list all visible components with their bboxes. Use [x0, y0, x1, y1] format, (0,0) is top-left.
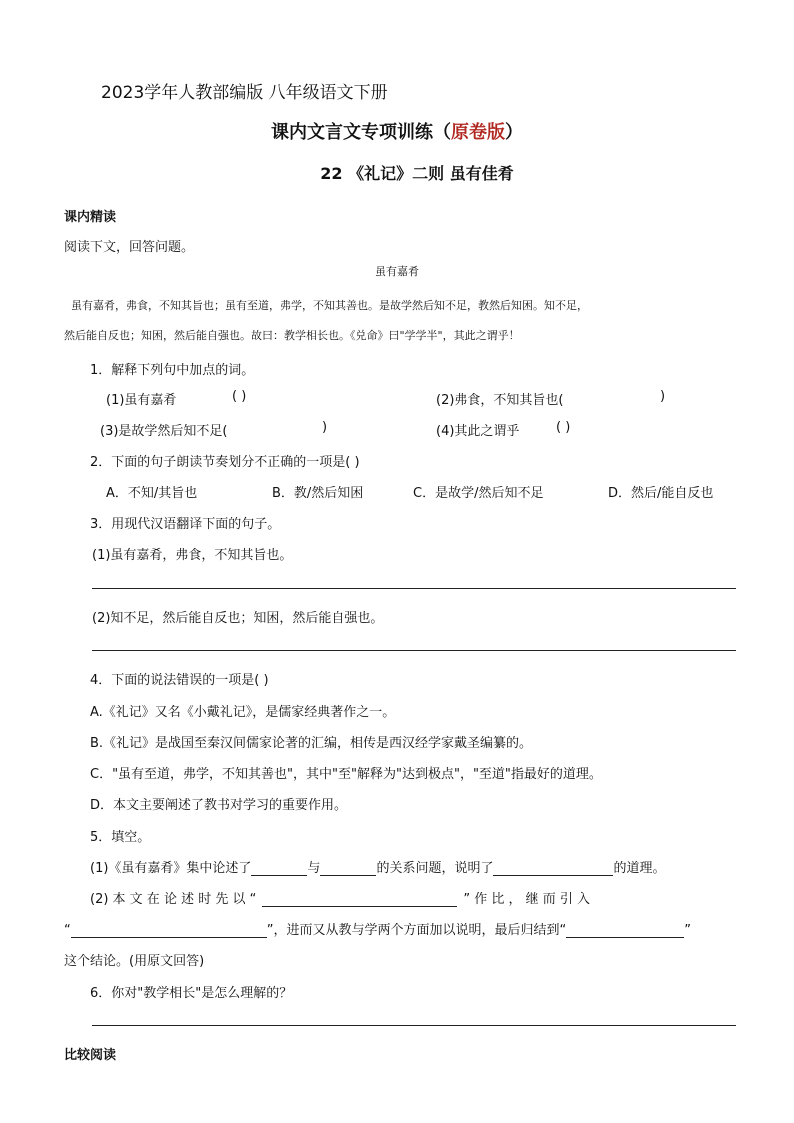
q3-answer-line-2[interactable] — [92, 650, 736, 651]
q5-l1-text-c: 的关系问题，说明了 — [376, 861, 494, 876]
q5-l1-text-a: (1)《虽有嘉肴》集中论述了 — [90, 861, 252, 876]
q4-option-a[interactable]: A.《礼记》又名《小戴礼记》，是儒家经典著作之一。 — [90, 705, 396, 720]
q1-item-1-answer[interactable]: ( ) — [232, 389, 247, 404]
q5-line-2 — [90, 888, 590, 907]
q5-blank-4[interactable] — [262, 892, 457, 907]
q5-blank-6[interactable] — [566, 923, 684, 938]
q2-option-d[interactable]: D．然后/能自反也 — [608, 486, 714, 501]
q3-answer-line-1[interactable] — [92, 588, 736, 589]
q5-l2-text-b: ” 作 比 ， 继 而 引 入 — [463, 892, 591, 907]
passage-line-2: 然后能自反也；知困，然后能自强也。故曰：教学相长也。《兑命》曰"学学半"，其此之谓乎！ — [64, 329, 520, 342]
section-heading-intensive-reading: 课内精读 — [64, 210, 117, 225]
document-series-title: 2023学年人教部编版 八年级语文下册 — [101, 83, 388, 103]
lesson-title: 22 《礼记》二则 虽有佳肴 — [320, 164, 514, 183]
q2-option-a[interactable]: A．不知/其旨也 — [106, 486, 198, 501]
q5-l2-text-a: (2) 本 文 在 论 述 时 先 以 “ — [90, 892, 257, 907]
question-2-title: 2．下面的句子朗读节奏划分不正确的一项是( ) — [90, 455, 360, 470]
q2-option-c[interactable]: C．是故学/然后知不足 — [413, 486, 544, 501]
q5-l3-text-a: “ — [64, 923, 71, 938]
q5-line-3 — [64, 919, 691, 938]
q5-line-4: 这个结论。(用原文回答) — [64, 954, 205, 969]
q1-item-2-close: ) — [660, 389, 666, 404]
q5-l1-text-b: 与 — [307, 861, 321, 876]
main-title-prefix: 课内文言文专项训练（ — [271, 122, 451, 143]
question-1-title: 1．解释下列句中加点的词。 — [90, 363, 255, 378]
main-title-suffix: ） — [505, 122, 523, 143]
q2-option-b[interactable]: B．教/然后知困 — [272, 486, 364, 501]
q1-item-3: (3)是故学然后知不足( — [100, 424, 228, 439]
q1-item-4: (4)其此之谓乎 — [436, 424, 520, 439]
passage-line-1: 虽有嘉肴，弗食，不知其旨也；虽有至道，弗学，不知其善也。是故学然后知不足，教然后知困。知不足， — [71, 299, 588, 312]
q4-option-b[interactable]: B.《礼记》是战国至秦汉间儒家论著的汇编，相传是西汉经学家戴圣编纂的。 — [90, 736, 533, 751]
passage-title: 虽有嘉肴 — [375, 265, 419, 278]
q1-item-2: (2)弗食，不知其旨也( — [436, 393, 564, 408]
q5-line-1 — [90, 857, 665, 876]
q5-l1-text-d: 的道理。 — [613, 861, 666, 876]
q4-option-c[interactable]: C．"虽有至道，弗学，不知其善也"，其中"至"解释为"达到极点"，"至道"指最好的道理。 — [90, 767, 602, 782]
document-main-title — [0, 118, 794, 144]
q5-blank-5[interactable] — [71, 923, 267, 938]
question-6-title: 6．你对"教学相长"是怎么理解的？ — [90, 986, 293, 1001]
q6-answer-line[interactable] — [92, 1025, 736, 1026]
question-3-title: 3．用现代汉语翻译下面的句子。 — [90, 517, 281, 532]
q1-item-3-close: ) — [322, 420, 328, 435]
question-5-title: 5．填空。 — [90, 830, 151, 845]
q5-blank-2[interactable] — [320, 861, 376, 876]
section-heading-comparative-reading: 比较阅读 — [64, 1048, 117, 1063]
main-title-edition: 原卷版 — [451, 122, 505, 143]
q3-sentence-1: (1)虽有嘉肴，弗食，不知其旨也。 — [92, 548, 293, 563]
q5-blank-3[interactable] — [493, 861, 613, 876]
q5-l3-text-b: ”，进而又从教与学两个方面加以说明，最后归结到“ — [266, 923, 567, 938]
q4-option-d[interactable]: D．本文主要阐述了教书对学习的重要作用。 — [90, 798, 348, 813]
q5-l3-text-c: ” — [684, 923, 691, 938]
q5-blank-1[interactable] — [251, 861, 307, 876]
q3-sentence-2: (2)知不足，然后能自反也；知困，然后能自强也。 — [92, 611, 384, 626]
q1-item-4-answer[interactable]: ( ) — [556, 420, 571, 435]
q1-item-1: (1)虽有嘉肴 — [106, 393, 177, 408]
question-4-title: 4．下面的说法错误的一项是( ) — [90, 673, 269, 688]
reading-instruction: 阅读下文，回答问题。 — [64, 240, 195, 255]
